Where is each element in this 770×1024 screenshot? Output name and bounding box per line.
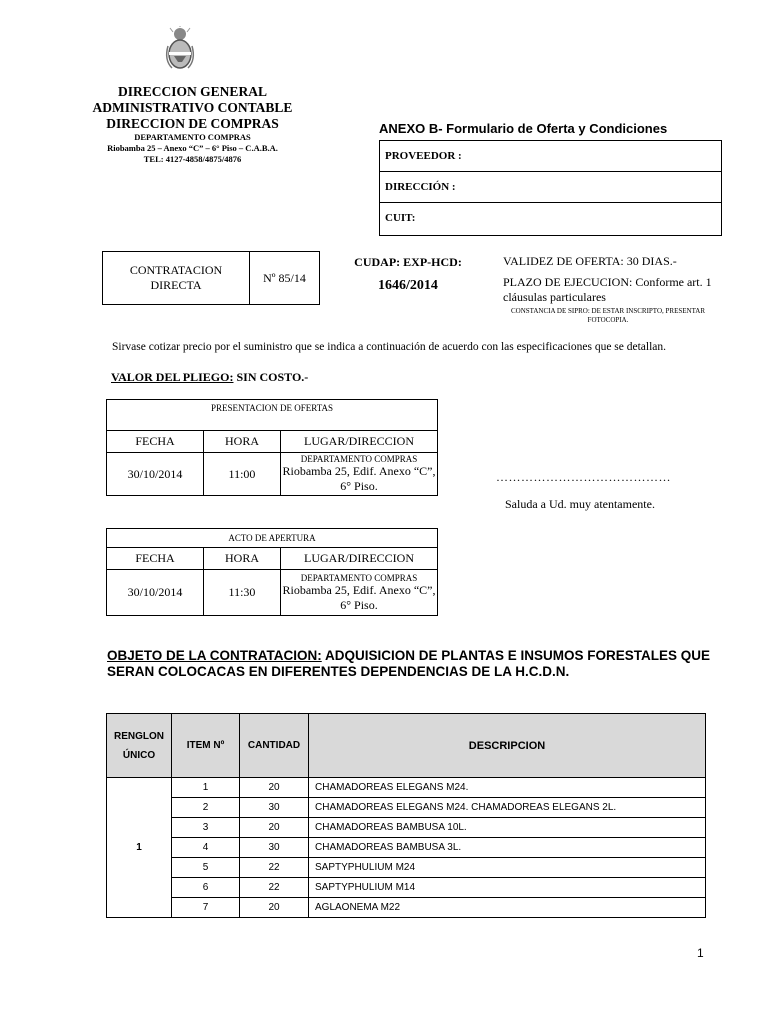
item-number-cell: 6 (172, 878, 240, 898)
item-number-cell: 1 (172, 778, 240, 798)
cuit-field[interactable]: CUIT: (385, 212, 416, 224)
header-line: DIRECCION DE COMPRAS (106, 116, 279, 131)
validez-oferta: VALIDEZ DE OFERTA: 30 DIAS.- (503, 254, 677, 268)
col-lugar: LUGAR/DIRECCION (281, 431, 438, 453)
descripcion-cell: CHAMADOREAS ELEGANS M24. CHAMADOREAS ELEGANS 2L. (309, 798, 706, 818)
renglon-cell: 1 (107, 778, 172, 918)
header-renglon-2: ÚNICO (122, 749, 156, 761)
supplier-box (379, 140, 722, 236)
item-number-cell: 2 (172, 798, 240, 818)
header-line: ADMINISTRATIVO CONTABLE (92, 100, 293, 115)
item-number-cell: 7 (172, 898, 240, 918)
constancia-sipro: CONSTANCIA DE SIPRO: DE ESTAR INSCRIPTO, PRESENTAR FOTOCOPIA. (510, 307, 706, 324)
cantidad-cell: 22 (240, 878, 309, 898)
cantidad-cell: 20 (240, 818, 309, 838)
objeto-text: ADQUISICION DE PLANTAS E INSUMOS FORESTALES QUE SERAN COLOCACAS EN DIFERENTES DEPENDENCIAS DE LA H.C.D.N. (107, 648, 711, 679)
cudap-number: 1646/2014 (378, 278, 438, 293)
descripcion-cell: CHAMADOREAS BAMBUSA 10L. (309, 818, 706, 838)
cantidad-cell: 20 (240, 898, 309, 918)
item-number-cell: 5 (172, 858, 240, 878)
table-row (107, 858, 706, 878)
header-phone: TEL: 4127-4858/4875/4876 (143, 154, 242, 164)
cantidad-cell: 30 (240, 798, 309, 818)
descripcion-cell: SAPTYPHULIUM M14 (309, 878, 706, 898)
item-number-cell: 4 (172, 838, 240, 858)
item-number-cell: 3 (172, 818, 240, 838)
col-lugar: LUGAR/DIRECCION (281, 548, 438, 570)
presentacion-title: PRESENTACION DE OFERTAS (107, 400, 438, 431)
proveedor-field[interactable]: PROVEEDOR : (380, 141, 721, 172)
presentacion-direccion: Riobamba 25, Edif. Anexo “C”, 6° Piso. (282, 464, 436, 493)
col-fecha: FECHA (107, 431, 204, 453)
items-table (106, 713, 706, 918)
header-item: ITEM Nº (172, 714, 240, 778)
page-number: 1 (697, 946, 704, 960)
descripcion-cell: CHAMADOREAS BAMBUSA 3L. (309, 838, 706, 858)
apertura-fecha: 30/10/2014 (107, 570, 204, 616)
cantidad-cell: 30 (240, 838, 309, 858)
header-descripcion: DESCRIPCION (309, 714, 706, 778)
coat-of-arms-seal (162, 26, 198, 72)
descripcion-cell: AGLAONEMA M22 (309, 898, 706, 918)
contratacion-numero: Nº 85/14 (263, 270, 306, 285)
plazo-ejecucion: PLAZO DE EJECUCION: Conforme art. 1 cláusulas particulares (503, 275, 712, 304)
intro-text: Sirvase cotizar precio por el suministro que se indica a continuación de acuerdo con las especificaciones que se detallan. (112, 341, 667, 353)
validez-block (503, 254, 743, 325)
header-line: DIRECCION GENERAL (118, 84, 267, 99)
table-row (107, 798, 706, 818)
cantidad-cell: 22 (240, 858, 309, 878)
presentacion-hora: 11:00 (204, 453, 281, 496)
apertura-direccion: Riobamba 25, Edif. Anexo “C”, 6° Piso. (282, 582, 436, 612)
signature-line: …………………………………… (496, 470, 671, 484)
objeto-contratacion (107, 648, 727, 680)
issuer-header (80, 84, 305, 165)
apertura-table (106, 528, 438, 616)
table-row (107, 778, 706, 798)
header-renglon (107, 714, 172, 778)
col-hora: HORA (204, 548, 281, 570)
table-row (107, 878, 706, 898)
contratacion-tipo: CONTRATACION DIRECTA (103, 252, 250, 304)
presentacion-depto: DEPARTAMENTO COMPRAS (300, 454, 418, 464)
objeto-label: OBJETO DE LA CONTRATACION: (107, 648, 322, 663)
presentacion-fecha: 30/10/2014 (107, 453, 204, 496)
table-row (107, 898, 706, 918)
header-cantidad: CANTIDAD (240, 714, 309, 778)
presentacion-table (106, 399, 438, 496)
cudap-block (348, 255, 468, 294)
descripcion-cell: CHAMADOREAS ELEGANS M24. (309, 778, 706, 798)
apertura-depto: DEPARTAMENTO COMPRAS (300, 572, 418, 583)
presentacion-lugar (281, 453, 438, 496)
apertura-hora: 11:30 (204, 570, 281, 616)
anexo-title: ANEXO B- Formulario de Oferta y Condiciones (379, 121, 668, 136)
apertura-lugar (281, 570, 438, 616)
cudap-label: CUDAP: EXP-HCD: (354, 255, 462, 269)
direccion-field[interactable]: DIRECCIÓN : (380, 172, 721, 203)
saluda-text: Saluda a Ud. muy atentamente. (505, 497, 655, 511)
valor-pliego (111, 370, 308, 385)
col-fecha: FECHA (107, 548, 204, 570)
valor-pliego-label: VALOR DEL PLIEGO: (111, 370, 234, 384)
valor-pliego-value: SIN COSTO.- (233, 370, 309, 384)
descripcion-cell: SAPTYPHULIUM M24 (309, 858, 706, 878)
col-hora: HORA (204, 431, 281, 453)
items-body (107, 778, 706, 918)
apertura-title: ACTO DE APERTURA (107, 529, 438, 548)
contratacion-box (102, 251, 320, 305)
header-renglon-1: RENGLON (114, 730, 164, 742)
table-row (107, 818, 706, 838)
header-department: DEPARTAMENTO COMPRAS (134, 132, 251, 142)
cantidad-cell: 20 (240, 778, 309, 798)
header-address: Riobamba 25 – Anexo “C” – 6° Piso – C.A.B.A. (107, 143, 278, 153)
table-row (107, 838, 706, 858)
